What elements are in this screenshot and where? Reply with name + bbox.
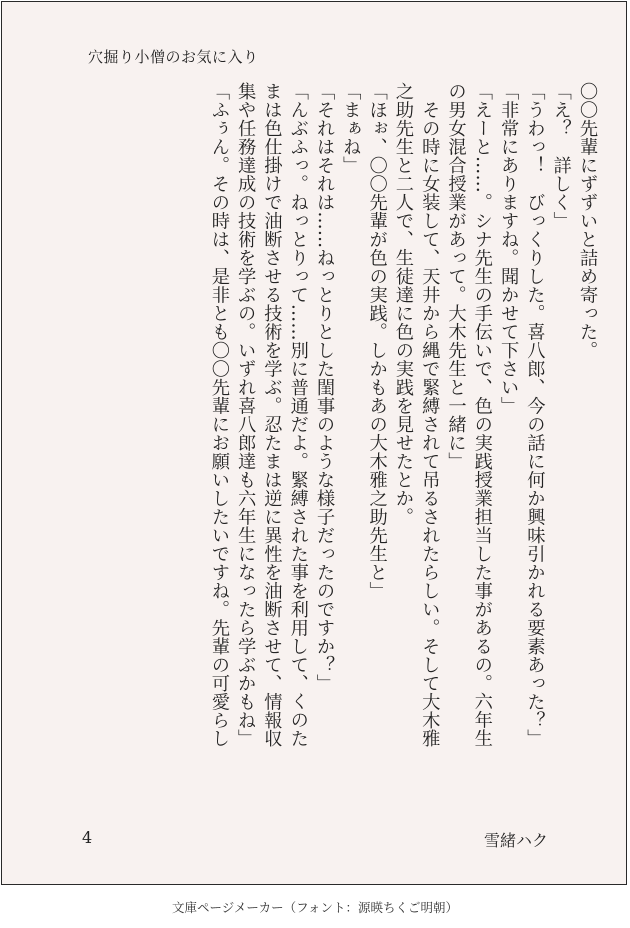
- text-line: 「それはそれは……ねっとりとした閨事のような様子だったのですか？」: [314, 82, 336, 693]
- author-name: 雪緒ハク: [483, 831, 548, 850]
- text-line: 「うわっ！ びっくりした。喜八郎、今の話に何か興味引かれる要素あった？」: [524, 82, 546, 748]
- book-page: [1, 1, 627, 885]
- text-line: まは色仕掛けで油断させる技術を学ぶ。忍たまは逆に異性を油断させて、情報収: [261, 82, 283, 748]
- text-line: 「非常にありますね。聞かせて下さい」: [498, 82, 520, 415]
- body-text: [80, 82, 600, 792]
- text-line: 之助先生と二人で、生徒達に色の実践を見せたとか。: [392, 82, 414, 526]
- text-line: 集や任務達成の技術を学ぶの。いずれ喜八郎達も六年生になったら学ぶかもね」: [235, 82, 257, 748]
- text-line: 〇〇先輩にずずいと詰め寄った。: [577, 82, 598, 360]
- text-line: 「んぶふっ。ねっとりって……別に普通だよ。緊縛された事を利用して、くのた: [287, 82, 309, 748]
- text-line: 「ふぅん。その時は、是非とも〇〇先輩にお願いしたいですね。先輩の可愛らし: [208, 82, 230, 748]
- text-line: の男女混合授業があって。大木先生と一緒に」: [445, 82, 467, 471]
- text-line: 「え？ 詳しく」: [550, 82, 572, 230]
- text-line: 「ほぉ、〇〇先輩が色の実践。しかもあの大木雅之助先生と」: [366, 82, 388, 600]
- page-number: 4: [82, 828, 93, 847]
- text-line: 「えーと……。シナ先生の手伝いで、色の実践授業担当した事があるの。六年生: [471, 82, 493, 748]
- book-title: 穴掘り小僧のお気に入り: [88, 48, 259, 66]
- generator-caption: 文庫ページメーカー（フォント：源暎ちくご明朝）: [171, 900, 458, 915]
- text-line: その時に女装して、天井から縄で緊縛されて吊るされたらしい。そして大木雅: [419, 82, 441, 748]
- text-line: 「まぁね」: [340, 82, 362, 175]
